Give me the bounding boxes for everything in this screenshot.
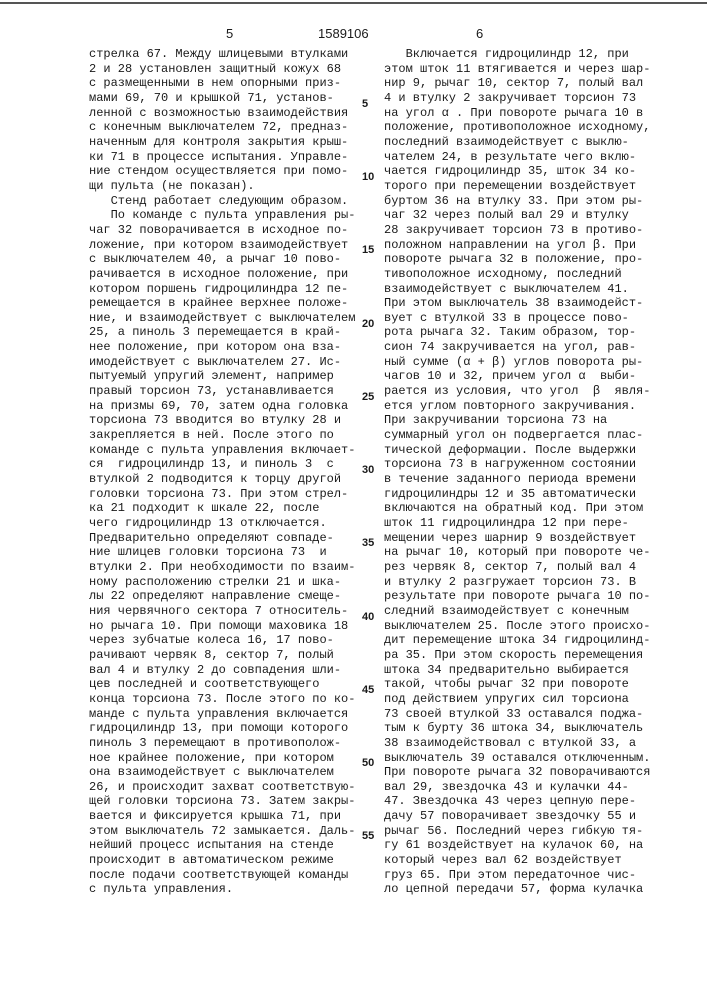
margin-line-number: 15 xyxy=(362,244,374,256)
text-line: выключателем 25. После этого происхо- xyxy=(384,619,654,634)
text-line: ное крайнее положение, при котором xyxy=(89,751,355,766)
text-line: чагов 10 и 32, причем угол α выби- xyxy=(384,369,654,384)
text-line: и втулку 2 разгружает торсион 73. В xyxy=(384,575,654,590)
text-line: Включается гидроцилиндр 12, при xyxy=(384,47,654,62)
text-line: ки 71 в процессе испытания. Управле- xyxy=(89,150,355,165)
text-line: происходит в автоматическом режиме xyxy=(89,853,355,868)
text-line: чается гидроцилиндр 35, шток 34 ко- xyxy=(384,164,654,179)
text-line: ло цепной передачи 57, форма кулачка xyxy=(384,882,654,897)
text-line: вается и фиксируется крышка 71, при xyxy=(89,809,355,824)
page-number-right: 6 xyxy=(476,26,483,41)
margin-line-number: 10 xyxy=(362,171,374,183)
text-line: ся гидроцилиндр 13, и пиноль 3 с xyxy=(89,457,355,472)
text-line: конца торсиона 73. После этого по ко- xyxy=(89,692,355,707)
text-line: цев последней и соответствующего xyxy=(89,677,355,692)
text-line: При закручивании торсиона 73 на xyxy=(384,413,654,428)
text-line: рается из условия, что угол β явля- xyxy=(384,384,654,399)
text-line: команде с пульта управления включает- xyxy=(89,443,355,458)
text-line: штока 34 предварительно выбирается xyxy=(384,663,654,678)
text-line: чаг 32 поворачивается в исходное по- xyxy=(89,223,355,238)
text-line: после подачи соответствующей команды xyxy=(89,868,355,883)
text-line: мещении через шарнир 9 воздействует xyxy=(384,531,654,546)
text-line: результате при повороте рычага 10 по- xyxy=(384,589,654,604)
text-line: торсиона 73 в нагруженном состоянии xyxy=(384,457,654,472)
text-line: Предварительно определяют совпаде- xyxy=(89,531,355,546)
text-line: на угол α . При повороте рычага 10 в xyxy=(384,106,654,121)
text-line: ра 35. При этом скорость перемещения xyxy=(384,648,654,663)
text-line: 38 взаимодействовал с втулкой 33, а xyxy=(384,736,654,751)
text-line: головки торсиона 73. При этом стрел- xyxy=(89,487,355,502)
text-line: выключатель 39 оставался отключенным. xyxy=(384,751,654,766)
text-line: в течение заданного периода времени xyxy=(384,472,654,487)
text-line: такой, чтобы рычаг 32 при повороте xyxy=(384,677,654,692)
text-line: нее положение, при котором она вза- xyxy=(89,340,355,355)
text-line: щи пульта (не показан). xyxy=(89,179,355,194)
text-line: рычаг 56. Последний через гибкую тя- xyxy=(384,824,654,839)
text-line: гу 61 воздействует на кулачок 60, на xyxy=(384,838,654,853)
text-line: лы 22 определяют направление смеще- xyxy=(89,589,355,604)
text-line: буртом 36 на втулку 33. При этом ры- xyxy=(384,194,654,209)
text-line: ние стендом осуществляется при помо- xyxy=(89,164,355,179)
text-line: пиноль 3 перемещают в противополож- xyxy=(89,736,355,751)
text-line: При этом выключатель 38 взаимодейст- xyxy=(384,296,654,311)
text-line: но рычага 10. При помощи маховика 18 xyxy=(89,619,355,634)
text-line: котором поршень гидроцилиндра 12 пе- xyxy=(89,282,355,297)
text-line: гидроцилиндры 12 и 35 автоматически xyxy=(384,487,654,502)
text-line: торсиона 73 вводится во втулку 28 и xyxy=(89,413,355,428)
text-line: взаимодействует с выключателем 41. xyxy=(384,282,654,297)
top-rule xyxy=(0,2,707,4)
text-line: дит перемещение штока 34 гидроцилинд- xyxy=(384,633,654,648)
text-line: положном направлении на угол β. При xyxy=(384,238,654,253)
text-line: 73 своей втулкой 33 оставался поджа- xyxy=(384,707,654,722)
text-line: ному расположению стрелки 21 и шка- xyxy=(89,575,355,590)
text-line: на призмы 69, 70, затем одна головка xyxy=(89,399,355,414)
text-line: под действием упругих сил торсиона xyxy=(384,692,654,707)
text-line: тической деформации. После выдержки xyxy=(384,443,654,458)
text-line: последний взаимодействует с выклю- xyxy=(384,135,654,150)
text-line: дачу 57 поворачивает звездочку 55 и xyxy=(384,809,654,824)
text-line: ремещается в крайнее верхнее положе- xyxy=(89,296,355,311)
text-line: 47. Звездочка 43 через цепную пере- xyxy=(384,794,654,809)
text-line: манде с пульта управления включается xyxy=(89,707,355,722)
text-line: 26, и происходит захват соответствую- xyxy=(89,780,355,795)
text-line: чателем 24, в результате чего вклю- xyxy=(384,150,654,165)
text-line: имодействует с выключателем 27. Ис- xyxy=(89,355,355,370)
text-line: этом шток 11 втягивается и через шар- xyxy=(384,62,654,77)
text-line: ный сумме (α + β) углов поворота ры- xyxy=(384,355,654,370)
text-line: который через вал 62 воздействует xyxy=(384,853,654,868)
text-line: 25, а пиноль 3 перемещается в край- xyxy=(89,325,355,340)
text-line: вал 29, звездочка 43 и кулачки 44- xyxy=(384,780,654,795)
margin-line-number: 25 xyxy=(362,391,374,403)
text-line: наченным для контроля закрытия крыш- xyxy=(89,135,355,150)
text-line: Стенд работает следующим образом. xyxy=(89,194,355,209)
text-line: стрелка 67. Между шлицевыми втулками xyxy=(89,47,355,62)
text-line: тивоположное исходному, последний xyxy=(384,267,654,282)
text-line: включаются на обратный код. При этом xyxy=(384,501,654,516)
text-line: 4 и втулку 2 закручивает торсион 73 xyxy=(384,91,654,106)
margin-line-number: 45 xyxy=(362,684,374,696)
text-line: повороте рычага 32 в положение, про- xyxy=(384,252,654,267)
text-line: вал 4 и втулку 2 до совпадения шли- xyxy=(89,663,355,678)
text-line: ленной с возможностью взаимодействия xyxy=(89,106,355,121)
margin-line-number: 55 xyxy=(362,830,374,842)
text-line: следний взаимодействует с конечным xyxy=(384,604,654,619)
text-line: мами 69, 70 и крышкой 71, установ- xyxy=(89,91,355,106)
text-line: груз 65. При этом передаточное чис- xyxy=(384,868,654,883)
text-line: рачивают червяк 8, сектор 7, полый xyxy=(89,648,355,663)
text-line: ложение, при котором взаимодействует xyxy=(89,238,355,253)
text-line: ние шлицев головки торсиона 73 и xyxy=(89,545,355,560)
text-line: рез червяк 8, сектор 7, полый вал 4 xyxy=(384,560,654,575)
text-line: ние, и взаимодействует с выключателем xyxy=(89,311,355,326)
text-line: ка 21 подходит к шкале 22, после xyxy=(89,501,355,516)
text-line: сион 74 закручивается на угол, рав- xyxy=(384,340,654,355)
text-line: 2 и 28 установлен защитный кожух 68 xyxy=(89,62,355,77)
margin-line-number: 40 xyxy=(362,611,374,623)
text-line: с размещенными в нем опорными приз- xyxy=(89,76,355,91)
text-line: правый торсион 73, устанавливается xyxy=(89,384,355,399)
text-line: щей головки торсиона 73. Затем закры- xyxy=(89,794,355,809)
text-line: суммарный угол он подвергается плас- xyxy=(384,428,654,443)
text-line: тым к бурту 36 штока 34, выключатель xyxy=(384,721,654,736)
text-line: гидроцилиндр 13, при помощи которого xyxy=(89,721,355,736)
margin-line-number: 20 xyxy=(362,318,374,330)
text-line: рачивается в исходное положение, при xyxy=(89,267,355,282)
text-line: При повороте рычага 32 поворачиваются xyxy=(384,765,654,780)
text-line: втулки 2. При необходимости по взаим- xyxy=(89,560,355,575)
text-line: торого при перемещении воздействует xyxy=(384,179,654,194)
page-number-left: 5 xyxy=(226,26,233,41)
text-line: нир 9, рычаг 10, сектор 7, полый вал xyxy=(384,76,654,91)
text-line: По команде с пульта управления ры- xyxy=(89,208,355,223)
text-line: положение, противоположное исходному, xyxy=(384,120,654,135)
text-line: с конечным выключателем 72, предназ- xyxy=(89,120,355,135)
text-line: ния червячного сектора 7 относитель- xyxy=(89,604,355,619)
margin-line-number: 50 xyxy=(362,757,374,769)
text-line: с выключателем 40, а рычаг 10 пово- xyxy=(89,252,355,267)
text-line: 28 закручивает торсион 73 в противо- xyxy=(384,223,654,238)
text-line: шток 11 гидроцилиндра 12 при пере- xyxy=(384,516,654,531)
text-line: нейший процесс испытания на стенде xyxy=(89,838,355,853)
text-line: ется углом повторного закручивания. xyxy=(384,399,654,414)
text-line: через зубчатые колеса 16, 17 пово- xyxy=(89,633,355,648)
text-line: закрепляется в ней. После этого по xyxy=(89,428,355,443)
text-line: чаг 32 через полый вал 29 и втулку xyxy=(384,208,654,223)
text-line: пытуемый упругий элемент, например xyxy=(89,369,355,384)
text-line: чего гидроцилиндр 13 отключается. xyxy=(89,516,355,531)
patent-number: 1589106 xyxy=(318,26,369,41)
text-line: этом выключатель 72 замыкается. Даль- xyxy=(89,824,355,839)
margin-line-number: 30 xyxy=(362,464,374,476)
text-line: на рычаг 10, который при повороте че- xyxy=(384,545,654,560)
margin-line-number: 5 xyxy=(362,98,368,110)
text-line: с пульта управления. xyxy=(89,882,355,897)
right-column-text xyxy=(384,47,654,897)
text-line: втулкой 2 подводится к торцу другой xyxy=(89,472,355,487)
text-line: вует с втулкой 33 в процессе пово- xyxy=(384,311,654,326)
margin-line-number: 35 xyxy=(362,537,374,549)
left-column-text xyxy=(89,47,355,897)
text-line: она взаимодействует с выключателем xyxy=(89,765,355,780)
text-line: рота рычага 32. Таким образом, тор- xyxy=(384,325,654,340)
